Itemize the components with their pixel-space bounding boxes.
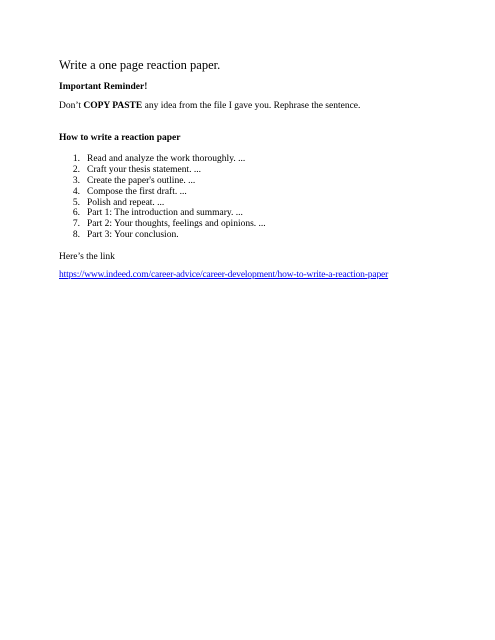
reminder-prefix: Don’t (59, 101, 84, 111)
list-text: Part 3: Your conclusion. (87, 230, 179, 241)
list-text: Part 2: Your thoughts, feelings and opinions. ... (87, 219, 266, 230)
list-number: 5. (72, 197, 80, 208)
list-text: Polish and repeat. ... (87, 197, 165, 208)
reference-link[interactable]: https://www.indeed.com/career-advice/career-development/how-to-write-a-reaction-paper (59, 270, 389, 280)
list-number: 8. (72, 230, 80, 241)
list-number: 3. (72, 175, 80, 186)
list-number: 4. (72, 186, 80, 197)
list-item (59, 154, 266, 165)
reminder-suffix: any idea from the file I gave you. Rephrase the sentence. (142, 101, 361, 111)
list-text: Create the paper's outline. ... (87, 175, 196, 186)
list-text: Craft your thesis statement. ... (87, 164, 201, 175)
steps-list (59, 154, 266, 241)
list-text: Part 1: The introduction and summary. ... (87, 208, 243, 219)
document-title: Write a one page reaction paper. (59, 58, 221, 72)
list-text: Compose the first draft. ... (87, 186, 187, 197)
list-number: 7. (72, 219, 80, 230)
list-number: 6. (72, 208, 80, 219)
reminder-text (59, 101, 360, 111)
list-number: 1. (72, 154, 80, 164)
list-number: 2. (72, 164, 80, 175)
list-item (59, 230, 266, 241)
howto-heading: How to write a reaction paper (59, 133, 181, 143)
link-label: Here’s the link (59, 252, 115, 262)
list-item (59, 198, 266, 209)
list-item (59, 208, 266, 219)
reminder-heading: Important Reminder! (59, 82, 148, 92)
list-item (59, 219, 266, 230)
list-text: Read and analyze the work thoroughly. ... (87, 154, 246, 164)
list-item (59, 165, 266, 176)
list-item (59, 187, 266, 198)
reminder-bold: COPY PASTE (83, 101, 143, 111)
list-item (59, 176, 266, 187)
